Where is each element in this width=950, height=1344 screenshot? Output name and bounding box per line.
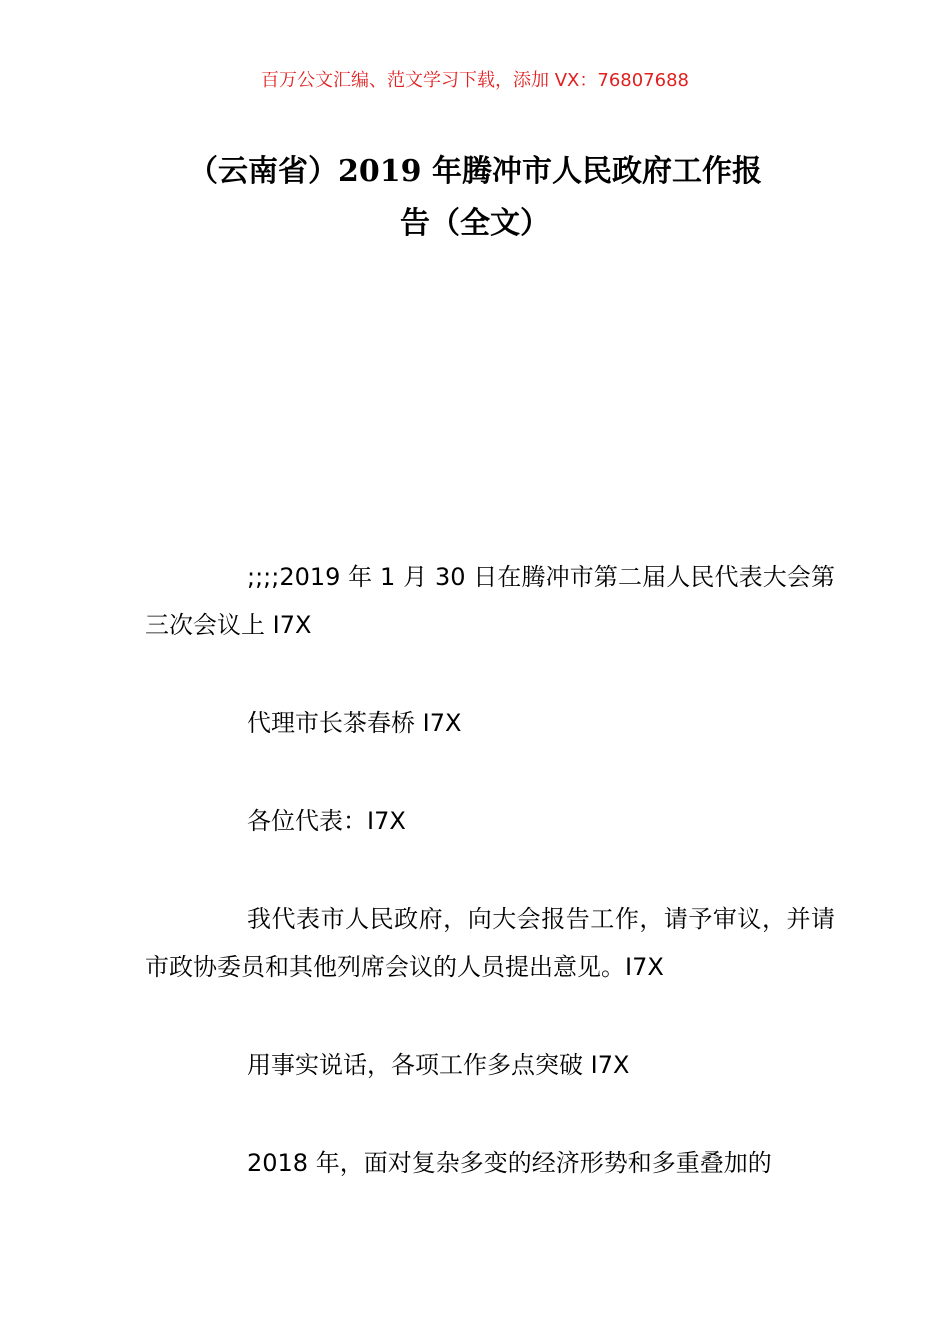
header-watermark-note: 百万公文汇编、范文学习下载，添加 VX：76807688: [261, 70, 689, 91]
document-body: [145, 553, 835, 1237]
title-line-2: 告（全文）: [400, 206, 550, 241]
title-line-1: （云南省）2019 年腾冲市人民政府工作报: [188, 154, 762, 189]
paragraph-speaker: 代理市长茶春桥 I7X: [247, 709, 462, 737]
paragraph-intro: 我代表市人民政府，向大会报告工作，请予审议，并请市政协委员和其他列席会议的人员提出意见。I7X: [145, 905, 835, 981]
paragraph-body-start: 2018 年，面对复杂多变的经济形势和多重叠加的: [247, 1149, 772, 1177]
document-title: [130, 146, 820, 250]
paragraph-section-heading: 用事实说话，各项工作多点突破 I7X: [247, 1051, 630, 1079]
paragraph-salutation: 各位代表：I7X: [247, 807, 406, 835]
paragraph-meeting-info: ;;;;2019 年 1 月 30 日在腾冲市第二届人民代表大会第三次会议上 I7X: [145, 563, 835, 639]
